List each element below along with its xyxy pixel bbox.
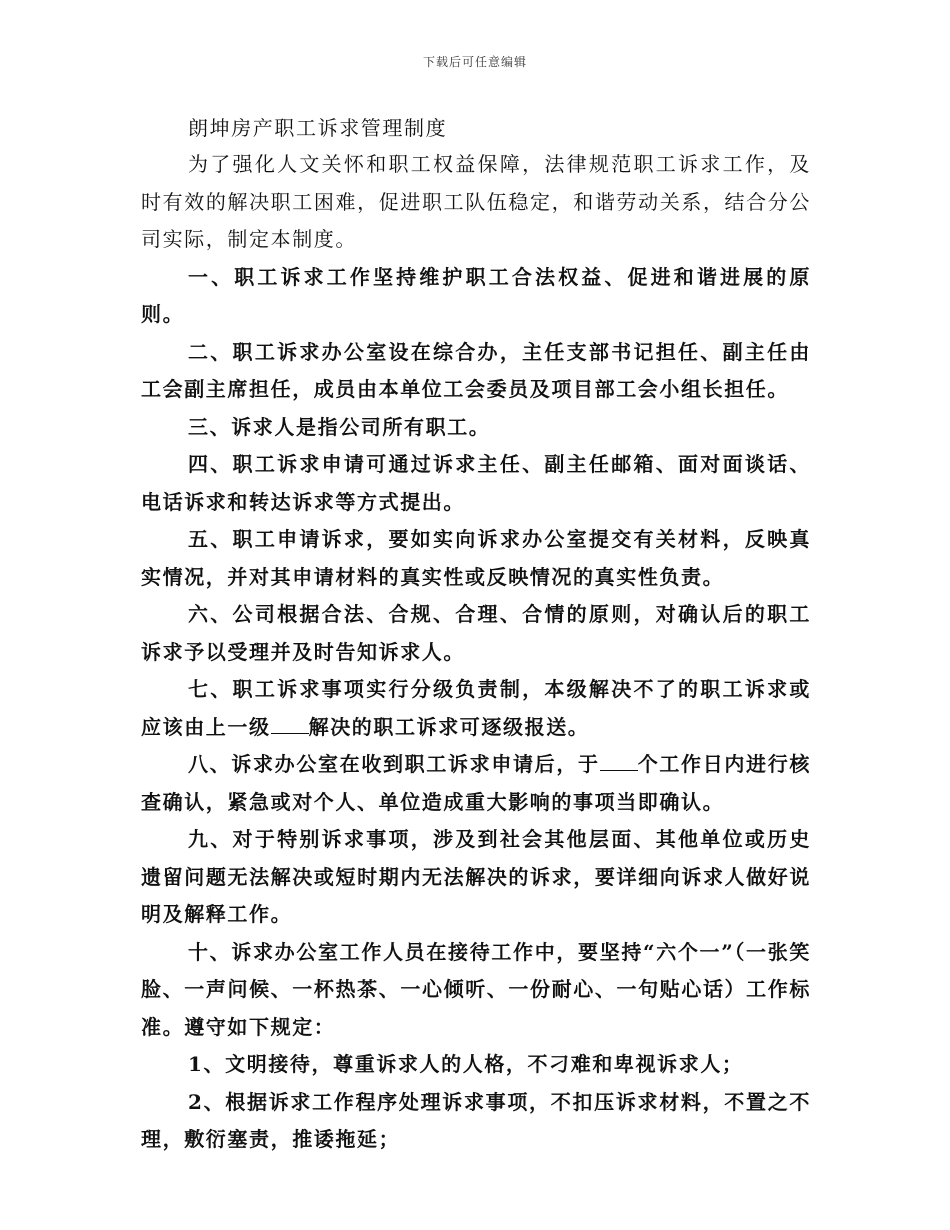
clause-7-text-after: 解决的职工诉求可逐级报送。 [308, 714, 590, 739]
rule-2: 2、根据诉求工作程序处理诉求事项，不扣压诉求材料，不置之不理，敷衍塞责，推诿拖延； [141, 1089, 811, 1151]
rule-1: 1、文明接待，尊重诉求人的人格，不刁难和卑视诉求人； [188, 1052, 744, 1076]
clause-7 [141, 671, 811, 746]
document-title: 朗坤房产职工诉求管理制度 [188, 116, 448, 140]
clause-8-text-before: 八、诉求办公室在收到职工诉求申请后，于 [188, 752, 600, 776]
document-body [141, 110, 811, 1159]
clause-2: 二、职工诉求办公室设在综合办，主任支部书记担任、副主任由工会副主席担任，成员由本单位工会委员及项目部工会小组长担任。 [141, 339, 811, 401]
clause-9: 九、对于特别诉求事项，涉及到社会其他层面、其他单位或历史遗留问题无法解决或短时期内无法解决的诉求，要详细向诉求人做好说明及解释工作。 [141, 827, 811, 926]
clause-1: 一、职工诉求工作坚持维护职工合法权益、促进和谐进展的原则。 [141, 264, 811, 326]
clause-5: 五、职工申请诉求，要如实向诉求办公室提交有关材料，反映真实情况，并对其申请材料的真实性或反映情况的真实性负责。 [141, 527, 811, 589]
intro-paragraph: 为了强化人文关怀和职工权益保障，法律规范职工诉求工作，及时有效的解决职工困难，促进职工队伍稳定，和谐劳动关系，结合分公司实际，制定本制度。 [141, 152, 811, 251]
clause-4: 四、职工诉求申请可通过诉求主任、副主任邮箱、面对面谈话、电话诉求和转达诉求等方式提出。 [141, 452, 811, 514]
clause-7-text-before: 七、职工诉求事项实行分级负责制，本级解决不了的职工诉求或应该由上一级 [141, 677, 811, 739]
clause-6: 六、公司根据合法、合规、合理、合情的原则，对确认后的职工诉求予以受理并及时告知诉求人。 [141, 602, 811, 664]
clause-8 [141, 746, 811, 821]
fill-in-blank [600, 750, 638, 771]
clause-10: 十、诉求办公室工作人员在接待工作中，要坚持“六个一”（一张笑脸、一声问候、一杯热茶、一心倾听、一份耐心、一句贴心话）工作标准。遵守如下规定： [141, 939, 811, 1039]
clause-3: 三、诉求人是指公司所有职工。 [188, 414, 491, 439]
fill-in-blank [271, 713, 309, 734]
page-header: 下载后可任意编辑 [422, 55, 527, 69]
clause-8-text-after: 个工作日内进行核查确认，紧急或对个人、单位造成重大影响的事项当即确认。 [141, 752, 811, 814]
